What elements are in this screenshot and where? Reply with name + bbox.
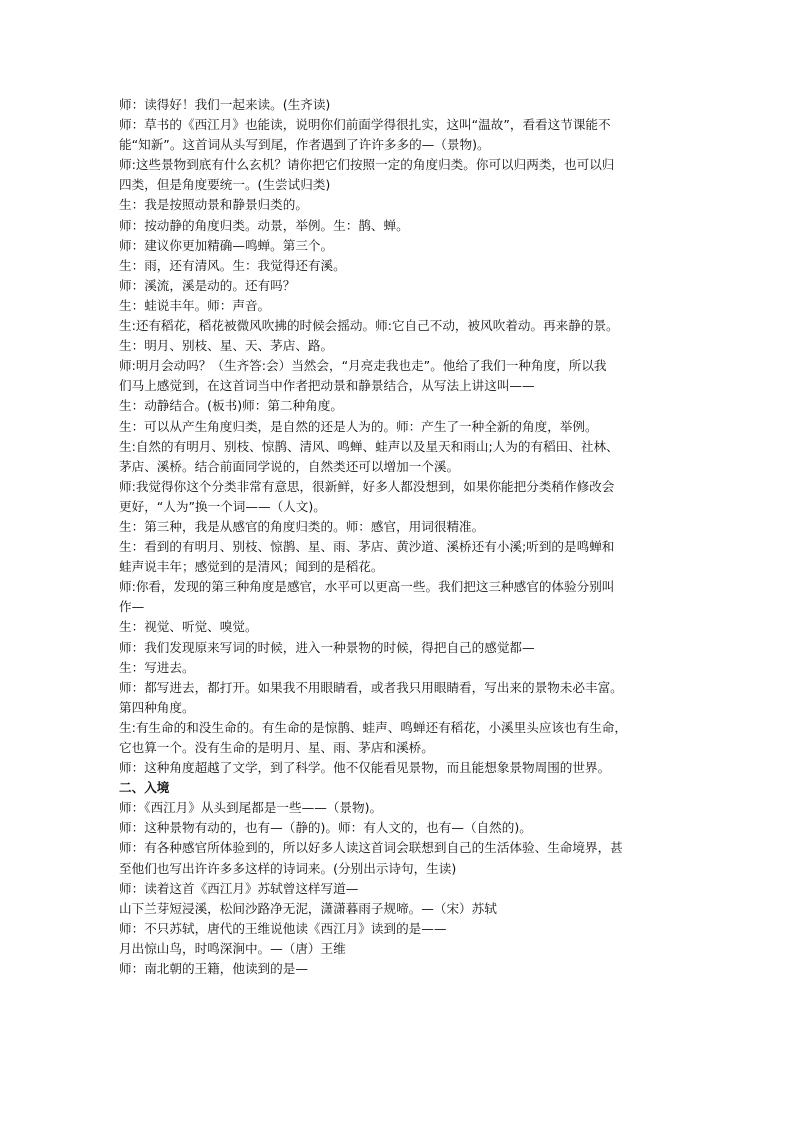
text-line: 师：建议你更加精确—鸣蝉。第三个。 [119,237,334,253]
text-line: 生：写进去。 [119,659,195,675]
text-line: 师：草书的《西江月》也能读，说明你们前面学得很扎实，这叫“温故”，看看这节课能不 [119,117,611,133]
text-line: 师:这些景物到底有什么玄机？请你把它们按照一定的角度归类。你可以归两类，也可以归 [119,157,615,173]
text-line: 山下兰芽短浸溪，松间沙路净无泥，潇潇暮雨子规啼。—（宋）苏轼 [119,900,497,916]
text-line: 至他们也写出许许多多这样的诗词来。(分别出示诗句，生读) [119,860,457,876]
text-line: 它也算一个。没有生命的是明月、星、雨、茅店和溪桥。 [119,740,434,755]
text-line: 师:明月会动吗？（生齐答:会）当然会，“月亮走我也走”。他给了我们一种角度，所以我 [119,358,607,374]
text-line: 生:还有稻花，稻花被微风吹拂的时候会摇动。师:它自己不动，被风吹着动。再来静的景。 [119,318,619,334]
text-line: 师:你看，发现的第三种角度是感官，水平可以更高一些。我们把这三种感官的体验分别叫 [119,579,615,595]
text-line: 生:自然的有明月、别枝、惊鹊、清风、鸣蝉、蛙声以及星天和雨山;人为的有稻田、社林、 [119,438,619,454]
text-line: 师：我们发现原来写词的时候，进入一种景物的时候，得把自己的感觉都— [119,639,535,655]
text-line: 师：溪流，溪是动的。还有吗？ [119,277,296,293]
text-line: 更好，“人为”换一个词——（人文)。 [119,498,326,514]
text-line: 生：视觉、听觉、嗅觉。 [119,619,258,635]
text-line: 师：有各种感官所体验到的，所以好多人读这首词会联想到自己的生活体验、生命境界，甚 [119,840,623,856]
text-line: 四类，但是角度要统一。(生尝试归类) [119,177,331,193]
text-line: 月出惊山鸟，时鸣深涧中。—（唐）王维 [119,940,346,956]
text-line: 生：雨，还有清风。生：我觉得还有溪。 [119,257,346,273]
text-line: 蛙声说丰年；感觉到的是清风；闻到的是稻花。 [119,559,384,575]
text-line: 生：第三种，我是从感官的角度归类的。师：感官，用词很精准。 [119,518,485,534]
text-line: 师：《西江月》从头到尾都是一些——（景物)。 [119,800,383,816]
text-line: 生：我是按照动景和静景归类的。 [119,197,308,213]
text-line: 生:有生命的和没生命的。有生命的是惊鹊、蛙声、鸣蝉还有稻花，小溪里头应该也有生命， [119,719,627,735]
text-line: 师：这种角度超越了文学，到了科学。他不仅能看见景物，而且能想象景物周围的世界。 [119,760,611,776]
text-line: 师：按动静的角度归类。动景，举例。生：鹊、蝉。 [119,217,409,233]
text-line: 生：看到的有明月、别枝、惊鹊、星、雨、茅店、黄沙道、溪桥还有小溪;听到的是鸣蝉和 [119,539,615,555]
text-line: 能“知新”。这首词从头写到尾，作者遇到了许许多多的—（景物)。 [119,137,490,153]
text-line: 生：蛙说丰年。师：声音。 [119,297,271,313]
section-heading: 二、入境 [119,780,170,796]
text-line: 师：读着这首《西江月》苏轼曾这样写道— [119,880,359,896]
text-line: 茅店、溪桥。结合前面同学说的，自然类还可以增加一个溪。 [119,458,460,474]
text-line: 生：明月、别枝、星、天、茅店、路。 [119,338,334,354]
document-body [119,95,689,979]
text-line: 师：这种景物有动的，也有—（静的)。师：有人文的，也有—（自然的)。 [119,820,532,836]
text-line: 师：不只苏轼，唐代的王维说他读《西江月》读到的是—— [119,920,447,936]
text-line: 师：南北朝的王籍，他读到的是— [119,961,308,977]
text-line: 生：动静结合。(板书)师：第二种角度。 [119,398,343,414]
text-line: 第四种角度。 [119,699,195,715]
text-line: 师：都写进去，都打开。如果我不用眼睛看，或者我只用眼睛看，写出来的景物未必丰富。 [119,679,623,695]
text-line: 生：可以从产生角度归类，是自然的还是人为的。师：产生了一种全新的角度，举例。 [119,418,598,434]
text-line: 作— [119,599,145,615]
text-line: 师:我觉得你这个分类非常有意思，很新鲜，好多人都没想到，如果你能把分类稍作修改会 [119,478,615,494]
text-line: 师：读得好！我们一起来读。(生齐读) [119,97,331,112]
text-line: 们马上感觉到，在这首词当中作者把动景和静景结合，从写法上讲这叫—— [119,378,535,394]
